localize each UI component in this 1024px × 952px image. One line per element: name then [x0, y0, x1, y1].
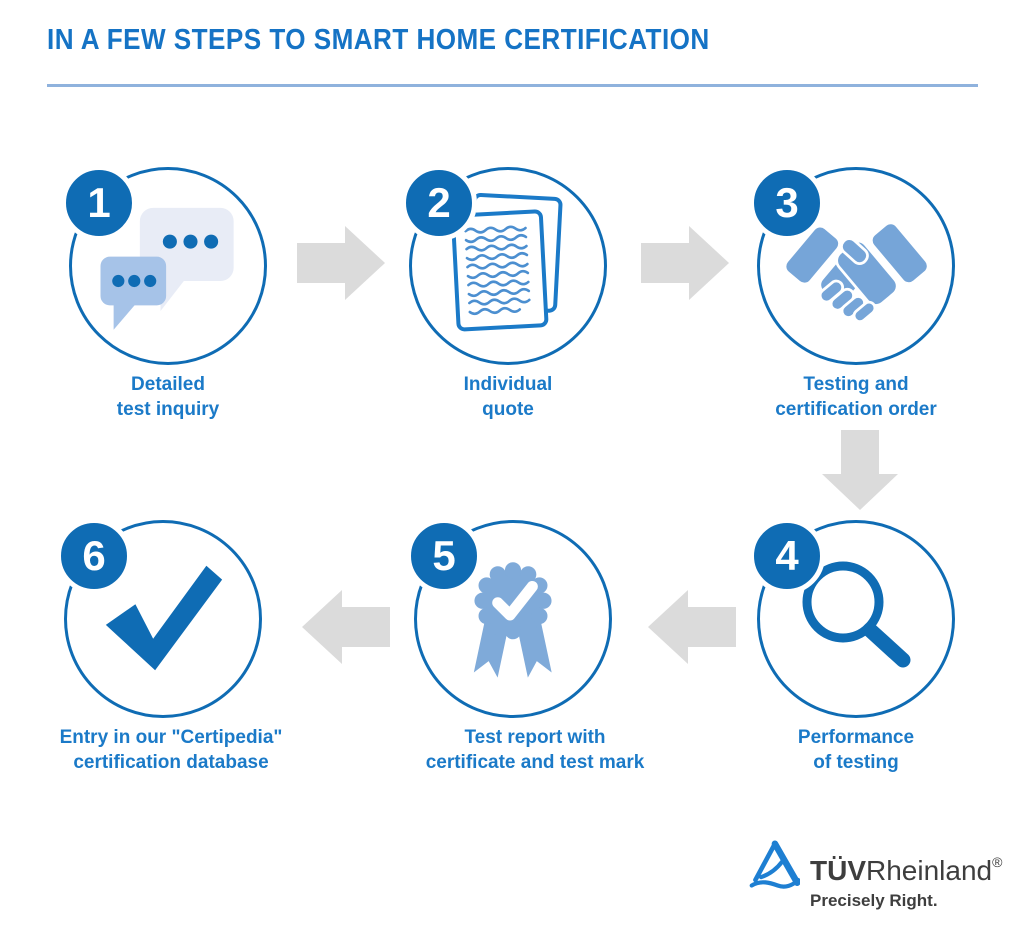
step-5-number-badge [406, 518, 482, 594]
step-2 [368, 167, 648, 422]
step-number: 6 [82, 532, 106, 579]
title-underline [47, 84, 978, 87]
brand-name: TÜVRheinland® [810, 854, 1003, 886]
tuv-triangle-icon [748, 838, 800, 894]
step-4-label: Performance of testing [797, 727, 915, 773]
step-5-label: Test report with certificate and test mark [425, 727, 645, 773]
page-title: IN A FEW STEPS TO SMART HOME CERTIFICATION [47, 24, 710, 56]
step-2-circle [409, 167, 607, 365]
step-number: 2 [427, 179, 451, 226]
step-2-label: Individual quote [463, 374, 553, 420]
arrow-left-icon-1 [648, 590, 736, 664]
step-5-circle [414, 520, 612, 718]
step-1-number-badge [61, 165, 137, 241]
step-3 [716, 167, 996, 422]
step-3-number-badge [749, 165, 825, 241]
step-number: 5 [432, 532, 456, 579]
step-3-label: Testing and certification order [775, 374, 937, 420]
step-4-number-badge [749, 518, 825, 594]
step-number: 3 [775, 179, 799, 226]
step-6 [23, 520, 303, 775]
step-1-circle [69, 167, 267, 365]
step-6-number-badge [56, 518, 132, 594]
step-1 [28, 167, 308, 422]
brand-tagline: Precisely Right. [810, 891, 938, 910]
step-number: 1 [87, 179, 111, 226]
step-3-circle [757, 167, 955, 365]
arrow-right-icon-2 [641, 226, 729, 300]
tuv-rheinland-logo [748, 838, 1002, 911]
step-1-label: Detailed test inquiry [116, 374, 220, 420]
step-number: 4 [775, 532, 799, 579]
step-6-label: Entry in our "Certipedia" certification database [59, 727, 283, 773]
step-4 [716, 520, 996, 775]
registered-trademark: ® [992, 854, 1003, 870]
arrow-right-icon-1 [297, 226, 385, 300]
step-4-circle [757, 520, 955, 718]
arrow-left-icon-2 [302, 590, 390, 664]
step-2-number-badge [401, 165, 477, 241]
step-5 [373, 520, 653, 775]
step-6-circle [64, 520, 262, 718]
arrow-down-icon [822, 430, 898, 510]
